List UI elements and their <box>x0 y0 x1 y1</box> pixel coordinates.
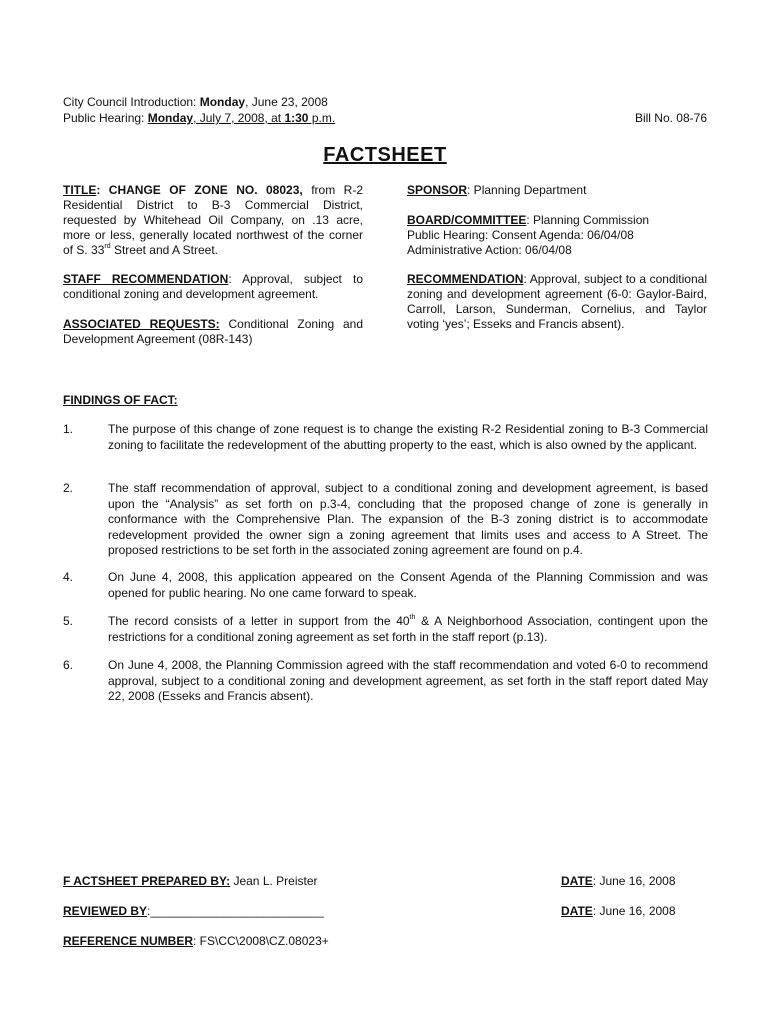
title-text: from R-2 Residential District to B-3 Commercial District, requested by Whitehead Oil Company, on .13 acre, more or less, generally located northwest of the corner of S. 33 <box>63 183 363 257</box>
finding-text: On June 4, 2008, this application appeared on the Consent Agenda of the Planning Commission and was opened for public hearing. No one came forward to speak. <box>108 570 708 600</box>
finding-number: 2. <box>63 481 74 495</box>
hearing-day: Monday <box>147 111 194 125</box>
finding-number: 4. <box>63 570 74 584</box>
prepared-by <box>63 874 318 889</box>
rec-text: : Approval, subject to a conditional zoning and development agreement (6-0: Gaylor-Baird, Carroll, Larson, Sunderman, Cornelius, and Taylor voting ‘yes’; Esseks and Francis absent). <box>407 272 707 331</box>
title-block: TITLE: CHANGE OF ZONE NO. 08023, from R-2 Residential District to B-3 Commercial District, requested by Whitehead Oil Company, on .13 acre, more or less, generally located northwest of the corner of S. 33rd Street and A Street. <box>63 183 363 257</box>
prepared-name: Jean L. Preister <box>230 874 318 888</box>
staff-label: STAFF RECOMMENDATION <box>63 272 229 286</box>
intro-date: , June 23, 2008 <box>245 95 328 109</box>
date-1 <box>561 874 676 889</box>
title-sup: rd <box>104 243 111 250</box>
finding-text-b: & A Neighborhood Association, contingent upon the restrictions for a conditional zoning agreement as set forth in the staff report (p.13). <box>108 614 708 644</box>
finding-text: The purpose of this change of zone request is to change the existing R-2 Residential zoning to B-3 Commercial zoning to facilitate the redevelopment of the abutting property to the east, which is also owned by the applicant. <box>108 422 708 452</box>
staff-text: : Approval, subject to conditional zoning and development agreement. <box>63 272 363 301</box>
recommendation <box>407 272 707 332</box>
finding-number: 1. <box>63 422 74 436</box>
date-label: DATE <box>561 904 593 918</box>
reviewed-label: REVIEWED BY <box>63 904 148 918</box>
hearing-label: Public Hearing: <box>63 111 148 125</box>
intro-line <box>63 95 328 110</box>
finding-text: On June 4, 2008, the Planning Commission agreed with the staff recommendation and voted 6-0 to recommend approval, subject to a conditional zoning and development agreement, as set forth in the staff report dated May 22, 2008 (Esseks and Francis absent). <box>108 658 708 703</box>
rec-label: RECOMMENDATION <box>407 272 524 286</box>
date-2 <box>561 904 676 919</box>
staff-recommendation <box>63 272 363 302</box>
intro-day: Monday <box>199 95 246 109</box>
board-hearing-line: Public Hearing: Consent Agenda: 06/04/08 <box>407 228 634 242</box>
sponsor <box>407 183 586 198</box>
board-label: BOARD/COMMITTEE <box>407 213 527 227</box>
board-admin-line: Administrative Action: 06/04/08 <box>407 243 572 257</box>
finding-sup: th <box>409 614 416 621</box>
board-committee <box>407 213 707 258</box>
findings-heading: FINDINGS OF FACT: <box>63 393 178 407</box>
date-value: : June 16, 2008 <box>592 874 676 888</box>
associated-requests <box>63 317 363 347</box>
hearing-time: 1:30 <box>284 111 309 125</box>
hearing-date: , July 7, 2008, at <box>193 111 285 125</box>
sponsor-label: SPONSOR <box>407 183 468 197</box>
bill-number: Bill No. 08-76 <box>634 111 707 125</box>
hearing-pm: p.m. <box>308 111 336 125</box>
date-value: : June 16, 2008 <box>592 904 676 918</box>
title-end: Street and A Street. <box>110 243 219 257</box>
title-label: TITLE <box>63 183 97 197</box>
prepared-label: F ACTSHEET PREPARED BY: <box>63 874 231 888</box>
finding-number: 6. <box>63 658 74 672</box>
board-text: : Planning Commission <box>526 213 650 227</box>
ref-label: REFERENCE NUMBER <box>63 934 194 948</box>
finding-text: The staff recommendation of approval, subject to a conditional zoning and development agreement, is based upon the “Analysis” as set forth on p.3-4, concluding that the proposed change of zone is generally in conformance with the Comprehensive Plan. The expansion of the B-3 zoning district is to accommodate redevelopment provided the owner sign a zoning agreement that limits uses and access to A Street. The proposed restrictions to be set forth in the associated zoning agreement are found on p.4. <box>108 481 708 557</box>
finding-text-a: The record consists of a letter in support from the 40 <box>108 614 410 628</box>
page-title: FACTSHEET <box>323 144 447 166</box>
date-label: DATE <box>561 874 593 888</box>
reviewed-by <box>63 904 324 919</box>
intro-label: City Council Introduction: <box>63 95 200 109</box>
assoc-label: ASSOCIATED REQUESTS: <box>63 317 220 331</box>
reference-number <box>63 934 329 949</box>
ref-value: : FS\CC\2008\CZ.08023+ <box>193 934 329 948</box>
assoc-text: Conditional Zoning and Development Agreement (08R-143) <box>63 317 363 346</box>
finding-number: 5. <box>63 614 74 628</box>
hearing-line <box>63 111 335 126</box>
sponsor-text: : Planning Department <box>467 183 587 197</box>
reviewed-blank: :__________________________ <box>147 904 324 918</box>
finding-text <box>108 614 708 645</box>
title-heading: CHANGE OF ZONE NO. 08023, <box>108 183 303 197</box>
